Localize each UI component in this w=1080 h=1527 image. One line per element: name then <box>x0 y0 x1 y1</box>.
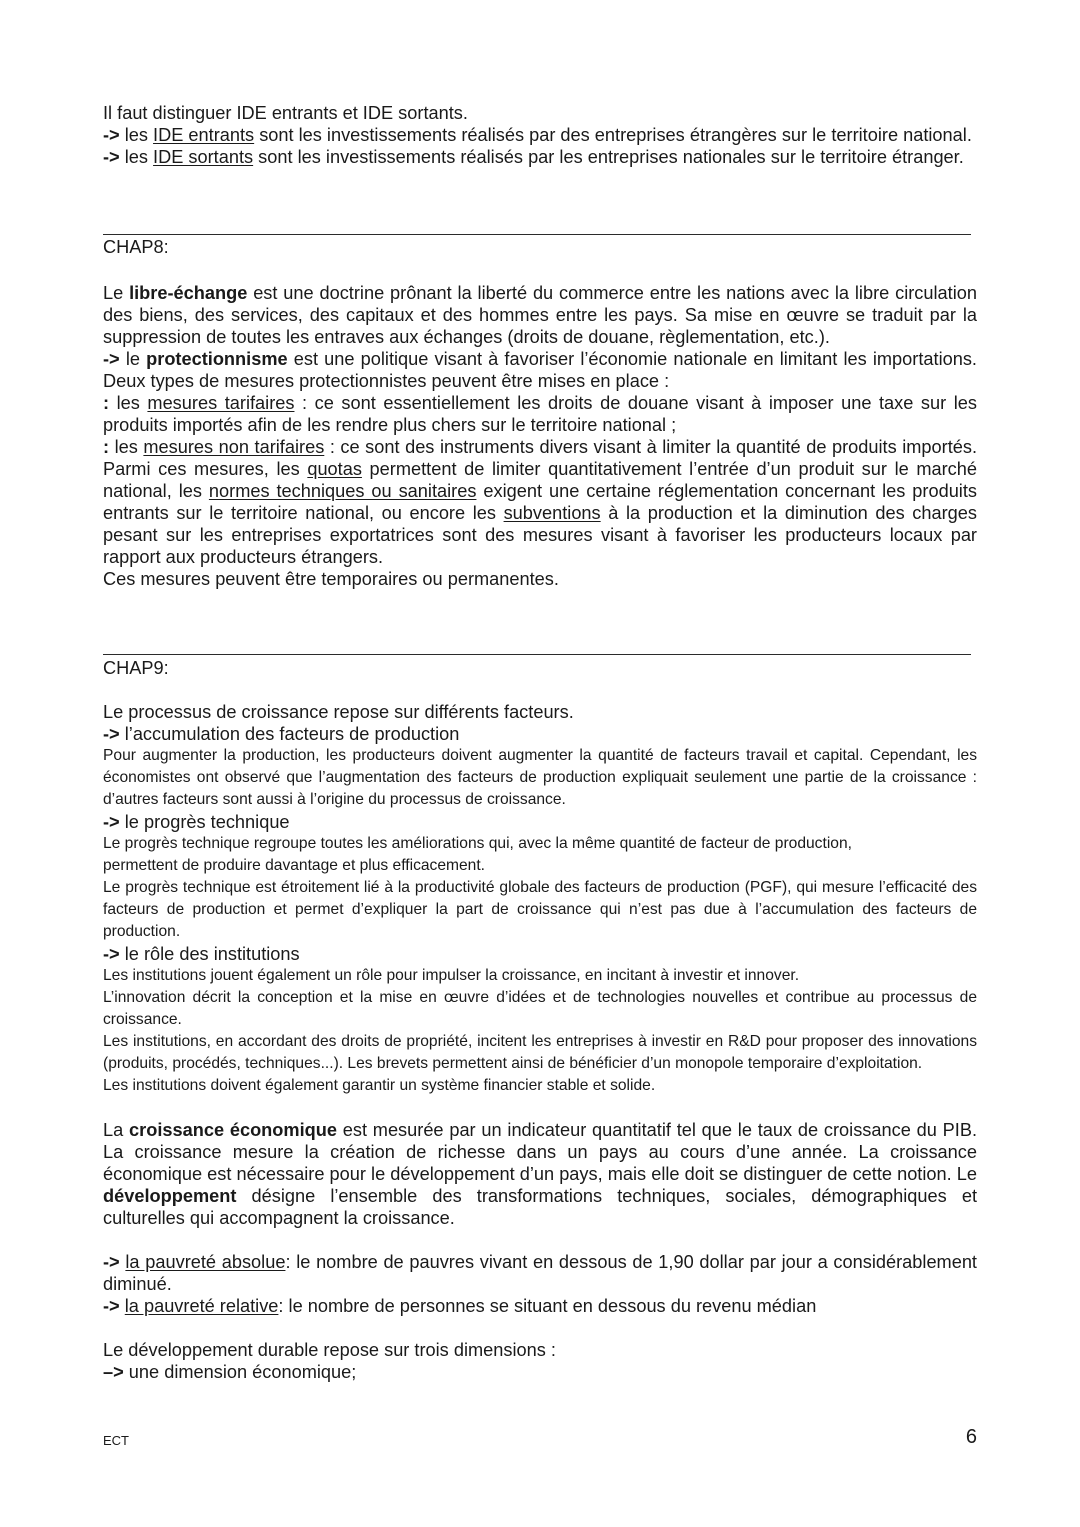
factor-title <box>103 943 977 965</box>
factor-text: L’innovation décrit la conception et la mise en œuvre d’idées et de technologies nouvelles et contribue au processus de croissance. <box>103 989 977 1028</box>
text-fragment: est une doctrine prônant la liberté du commerce entre les nations avec la libre circulation des biens, des services, des capitaux et des hommes entre les pays. Sa mise en œuvre se traduit par la suppression de toutes les entraves aux échanges (droits de douane, règlementation, etc.). <box>103 283 977 347</box>
factor-text: Les institutions jouent également un rôle pour impulser la croissance, en incitant à investir et innover. <box>103 967 800 984</box>
text-fragment: : le nombre de pauvres vivant en dessous de 1,90 dollar par jour a considérablement diminué. <box>103 1252 977 1294</box>
text-fragment: est mesurée par un indicateur quantitatif tel que le taux de croissance du PIB. La croissance mesure la création de richesse dans un pays au cours d’une année. La croissance économique est nécessaire pour le développement d’un pays, mais elle doit se distinguer de cette notion. Le <box>103 1120 977 1184</box>
factor-title <box>103 723 977 745</box>
spacer <box>103 1097 977 1119</box>
developpement-durable-intro: Le développement durable repose sur trois dimensions : <box>103 1340 556 1360</box>
arrow-marker: -> <box>103 1252 120 1272</box>
chap8-heading: CHAP8: <box>103 237 169 257</box>
arrow-marker: –> <box>103 1362 124 1382</box>
text-fragment: le rôle des institutions <box>119 944 300 964</box>
text-fragment: sont les investissements réalisés par les entreprises nationales sur le territoire étranger. <box>253 147 964 167</box>
mesures-non-tarifaires-paragraph <box>103 436 977 568</box>
text-fragment: : le nombre de personnes se situant en dessous du revenu médian <box>278 1296 817 1316</box>
text-fragment: Le <box>103 283 130 303</box>
term-mesures-non-tarifaires: mesures non tarifaires <box>143 437 325 457</box>
term-ide-sortants: IDE sortants <box>153 147 254 167</box>
page-body <box>103 102 977 168</box>
dimension-item <box>103 1361 977 1383</box>
factor-text: Les institutions, en accordant des droits de propriété, incitent les entreprises à investir en R&D pour proposer des innovations (produits, procédés, techniques...). Les brevets permettent ainsi de bénéficier d’un monopole temporaire d’exploitation. <box>103 1033 977 1072</box>
colon-marker: : <box>103 393 110 413</box>
term-pauvrete-relative: la pauvreté relative <box>124 1296 279 1316</box>
text-fragment: l’accumulation des facteurs de production <box>119 724 460 744</box>
text-fragment: les <box>119 125 154 145</box>
ide-sortants-paragraph <box>103 146 977 168</box>
term-developpement: développement <box>103 1186 237 1206</box>
term-normes: normes techniques ou sanitaires <box>208 481 477 501</box>
text-fragment: les <box>119 147 154 167</box>
text-fragment: les <box>109 437 144 457</box>
protectionnisme-paragraph <box>103 348 977 392</box>
term-libre-echange: libre-échange <box>129 283 248 303</box>
factor-text: Pour augmenter la production, les producteurs doivent augmenter la quantité de facteurs travail et capital. Cependant, les économistes ont observé que l’augmentation des facteurs de production expliquait seulement une partie de la croissance : d’autres facteurs sont aussi à l’origine du processus de croissance. <box>103 747 977 808</box>
text-fragment: : ce sont des instruments divers visant à limiter la quantité de produits importés. Parmi ces mesures, les <box>103 437 978 479</box>
factor-text: Les institutions doivent également garantir un système financier stable et solide. <box>103 1077 656 1094</box>
section-divider <box>103 234 971 235</box>
closing-sentence: Ces mesures peuvent être temporaires ou permanentes. <box>103 569 559 589</box>
text-fragment: La <box>103 1120 130 1140</box>
term-subventions: subventions <box>503 503 601 523</box>
colon-marker: : <box>103 437 110 457</box>
arrow-marker: -> <box>103 349 120 369</box>
arrow-marker: -> <box>103 724 120 744</box>
arrow-marker: -> <box>103 1296 120 1316</box>
factor-text: Le progrès technique regroupe toutes les améliorations qui, avec la même quantité de facteur de production, permettent de produire davantage et plus efficacement. <box>103 835 852 874</box>
text-fragment: le <box>119 349 147 369</box>
chap9-body <box>103 701 977 1383</box>
factor-text: Le progrès technique est étroitement lié à la productivité globale des facteurs de production (PGF), qui mesure l’efficacité des facteurs de production et permet d’expliquer la part de croissance qui n’est pas due à l’accumulation des facteurs de production. <box>103 879 977 940</box>
term-protectionnisme: protectionnisme <box>146 349 288 369</box>
text-fragment: les <box>109 393 148 413</box>
text-fragment: le progrès technique <box>119 812 290 832</box>
spacer <box>103 1317 977 1339</box>
term-ide-entrants: IDE entrants <box>153 125 255 145</box>
page-number: 6 <box>965 1426 977 1448</box>
term-pauvrete-absolue: la pauvreté absolue <box>125 1252 286 1272</box>
footer-label: ECT <box>103 1433 129 1448</box>
term-mesures-tarifaires: mesures tarifaires <box>147 393 295 413</box>
arrow-marker: -> <box>103 812 120 832</box>
pauvrete-absolue-paragraph <box>103 1251 977 1295</box>
arrow-marker: -> <box>103 147 120 167</box>
arrow-marker: -> <box>103 944 120 964</box>
ide-entrants-paragraph <box>103 124 977 146</box>
term-quotas: quotas <box>307 459 362 479</box>
text-fragment: sont les investissements réalisés par des entreprises étrangères sur le territoire national. <box>254 125 972 145</box>
libre-echange-paragraph <box>103 282 977 348</box>
spacer <box>103 1229 977 1251</box>
croissance-intro: Le processus de croissance repose sur différents facteurs. <box>103 702 574 722</box>
text-fragment: permettent de limiter quantitativement l’entrée d’un produit sur le marché national, les <box>103 459 977 501</box>
text-fragment: : ce sont essentiellement les droits de douane visant à imposer une taxe sur les produits importés afin de les rendre plus chers sur le territoire national ; <box>103 393 977 435</box>
chap9-heading: CHAP9: <box>103 658 169 678</box>
text-fragment: exigent une certaine réglementation concernant les produits entrants sur le territoire national, ou encore les <box>103 481 977 523</box>
mesures-tarifaires-paragraph <box>103 392 977 436</box>
pauvrete-relative-paragraph <box>103 1295 977 1317</box>
text-fragment: une dimension économique; <box>123 1362 357 1382</box>
chap8-body <box>103 282 977 590</box>
text-fragment: est une politique visant à favoriser l’économie nationale en limitant les importations. Deux types de mesures protectionnistes peuvent être mises en place : <box>103 349 977 391</box>
ide-intro: Il faut distinguer IDE entrants et IDE sortants. <box>103 103 468 123</box>
section-divider <box>103 654 971 655</box>
factor-title <box>103 811 977 833</box>
croissance-paragraph <box>103 1119 977 1229</box>
term-croissance: croissance économique <box>129 1120 337 1140</box>
text-fragment: à la production et la diminution des charges pesant sur les entreprises exportatrices sont des mesures visant à favoriser les producteurs locaux par rapport aux producteurs étrangers. <box>103 503 977 567</box>
text-fragment: désigne l’ensemble des transformations techniques, sociales, démographiques et culturelles qui accompagnent la croissance. <box>103 1186 977 1228</box>
arrow-marker: -> <box>103 125 120 145</box>
